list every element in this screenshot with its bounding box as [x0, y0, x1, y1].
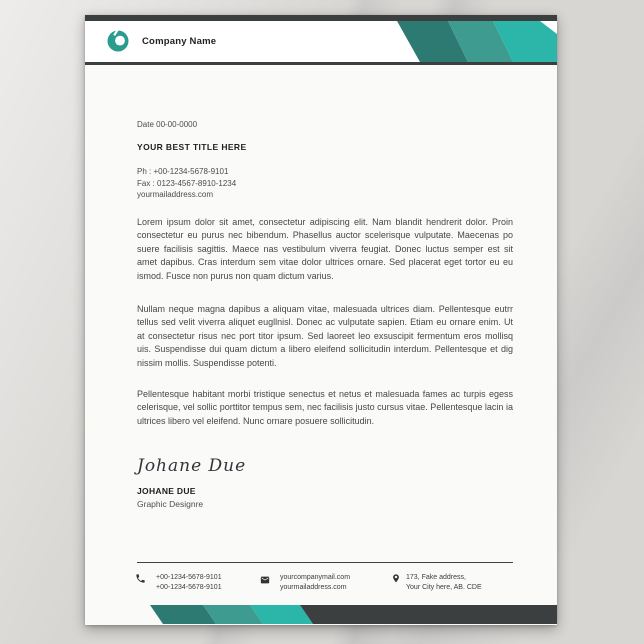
sender-phone: Ph : +00-1234-5678-9101 [137, 167, 229, 176]
signature-name: JOHANE DUE [137, 486, 196, 496]
email-icon [259, 575, 271, 585]
body-paragraph-3: Pellentesque habitant morbi tristique senectus et netus et malesuada fames ac turpis egess celerisque, vel sollic porttitor tempus sem, nec facilisis justo cursus vitae. Pellentesque lacin ia ultrices libero vel eleifend. Nunc ornare posuere sollicitudin. [137, 389, 513, 426]
footer-address-2: Your City here, AB. CDE [406, 584, 482, 591]
footer-phone-block [156, 573, 222, 593]
letter-title: YOUR BEST TITLE HERE [137, 142, 247, 152]
sender-email: yourmailaddress.com [137, 190, 214, 199]
company-name: Company Name [142, 36, 217, 47]
footer-phone-2: +00-1234-5678-9101 [156, 584, 222, 591]
header-strip [85, 21, 557, 62]
signature-role: Graphic Designre [137, 499, 204, 509]
footer-email-block [280, 573, 350, 593]
footer-email-2: yourmailaddress.com [280, 584, 347, 591]
company-logo-icon [107, 30, 129, 52]
sender-contact-block [137, 166, 513, 201]
footer-email-1: yourcompanymail.com [280, 574, 351, 581]
footer-address-block [406, 573, 482, 593]
body-paragraph-1: Lorem ipsum dolor sit amet, consectetur adipiscing elit. Nam blandit hendrerit dolor. Proin consectetur eu purus nec bibendum. Phasellus auctor scelerisque vulputate. Maecenas po suere facilisis sagittis. Maece nas vestibulum viverra feugiat. Donec luctus semper est sit amet dapibus. Cras interdum sem vitae dolor ultrices ornare. Sed placerat eget tortor eu eu ismod. Fusce non purus non quam dictum varius. [137, 217, 513, 281]
letterhead-page [85, 15, 557, 625]
signature-script: Johane Due [137, 456, 247, 476]
location-icon [391, 572, 401, 585]
footer-rule [137, 562, 513, 563]
sender-fax: Fax : 0123-4567-8910-1234 [137, 178, 237, 188]
footer-diagonal-stripes [85, 605, 557, 624]
footer-phone-1: +00-1234-5678-9101 [156, 574, 222, 581]
header-rule [85, 62, 557, 65]
body-paragraph-2: Nullam neque magna dapibus a aliquam vitae, malesuada ultrices diam. Pellentesque eutrr tellus sed velit viverra aliquet eugllnisl. Donec ac vulputate sapien. Etiam eu ornare enim. Ut at consectetur risus nec port titor ipsum. Sed laoreet leo exsuscipit fermentum eros mollisq uis. Suspendisse dui quam dictum a libero eleifend sollicitudin interdum. Pellentesque et dig nissim mollis. Suspendisse potenti. [137, 304, 513, 368]
letter-date: Date 00-00-0000 [137, 120, 198, 129]
phone-icon [135, 573, 146, 584]
footer-address-1: 173, Fake address, [406, 574, 466, 581]
